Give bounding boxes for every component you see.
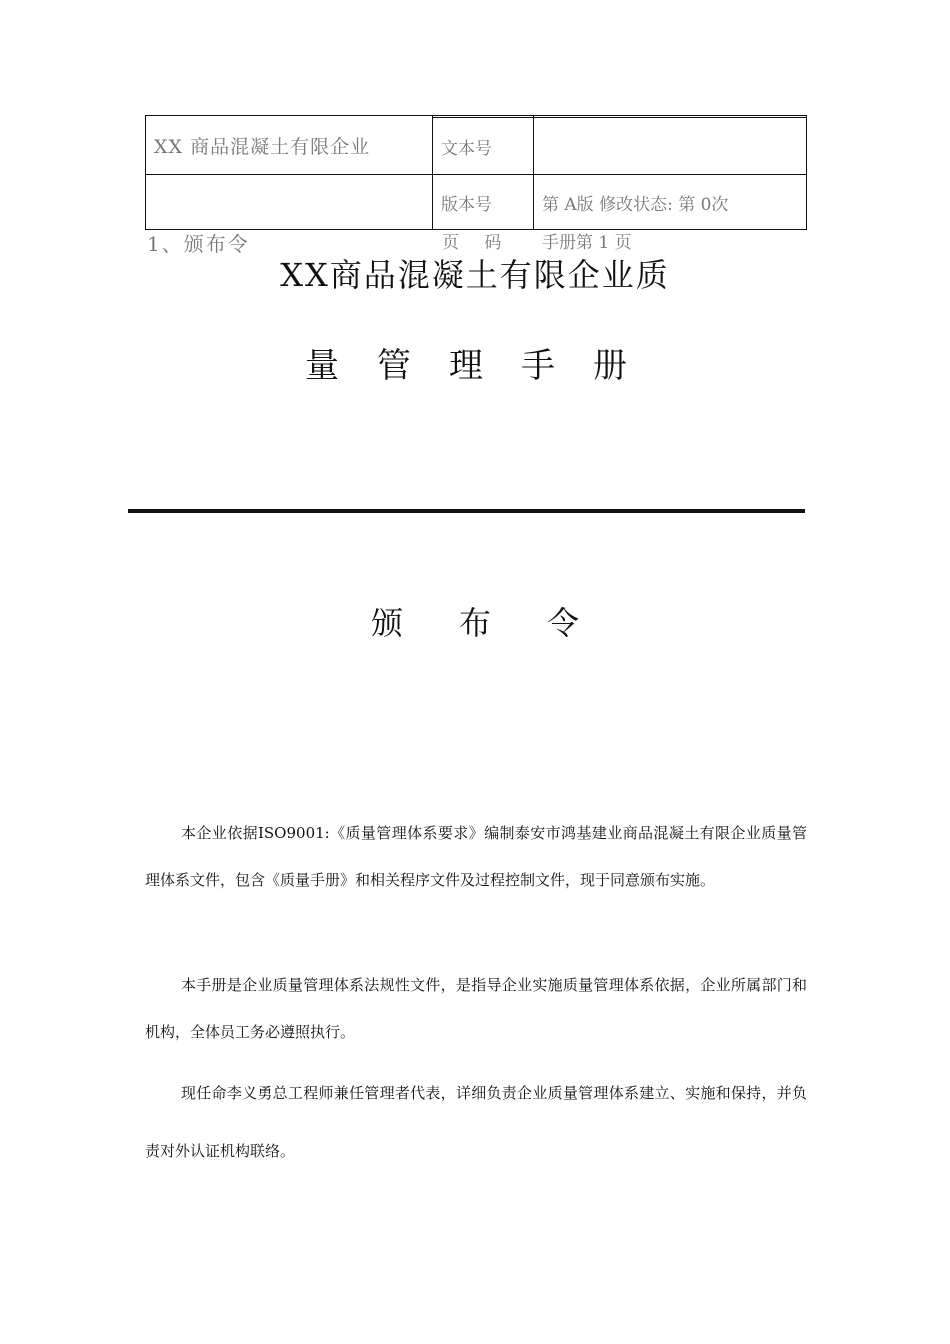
body-paragraph: 现任命李义勇总工程师兼任管理者代表，详细负责企业质量管理体系建立、实施和保持，并负责对外认证机构联络。 <box>145 1084 807 1160</box>
header-row <box>146 175 807 230</box>
version-value: 第 A版 修改状态: 第 0次 <box>534 175 807 230</box>
document-header-table <box>145 115 807 230</box>
page-number-value: 手册第 1 页 <box>542 233 632 253</box>
promulgation-title: 颁布令 <box>370 604 635 642</box>
section-heading: 1、颁布令 <box>147 232 250 256</box>
title-divider <box>128 509 805 513</box>
body-paragraph: 本手册是企业质量管理体系法规性文件，是指导企业实施质量管理体系依据，企业所属部门和机构，全体员工务必遵照执行。 <box>145 976 807 1041</box>
body-paragraph: 本企业依据ISO9001:《质量管理体系要求》编制泰安市鸿基建业商品混凝土有限企业质量管理体系文件，包含《质量手册》和相关程序文件及过程控制文件，现于同意颁布实施。 <box>145 824 807 889</box>
company-name-cell: XX 商品混凝土有限企业 <box>146 116 433 175</box>
document-title-line-2: 量管理手册 <box>305 346 665 386</box>
blank-company-cell <box>146 175 433 230</box>
doc-number-value <box>534 118 807 175</box>
document-title-line-1: XX商品混凝土有限企业质 <box>280 256 670 294</box>
doc-number-label: 文本号 <box>433 118 534 175</box>
version-label: 版本号 <box>433 175 534 230</box>
page-number-label: 页 码 <box>442 233 512 253</box>
